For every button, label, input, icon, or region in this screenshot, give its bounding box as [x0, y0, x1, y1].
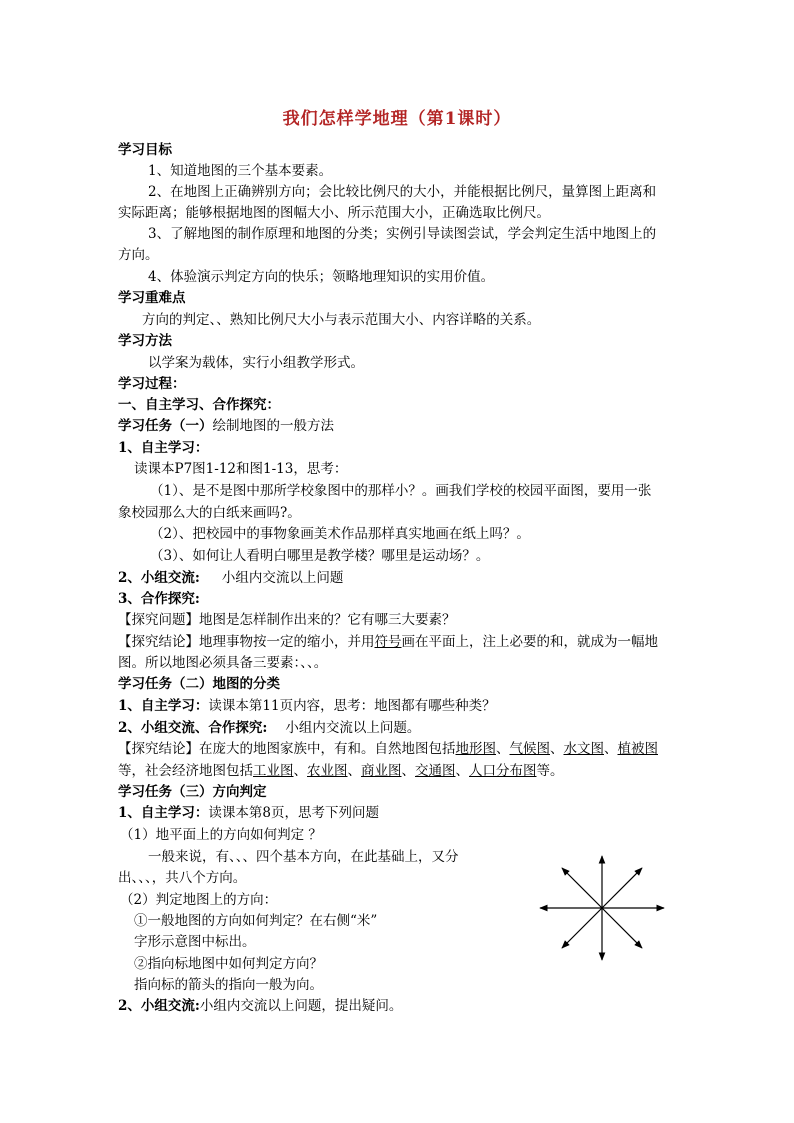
- task1-step2-label: 2、小组交流:: [118, 570, 200, 586]
- task2-j-b: 等，社会经济地图包括: [118, 763, 253, 779]
- task2-conclusion: [118, 739, 658, 759]
- sep-1: 、: [496, 741, 510, 757]
- task3-step2-label: 2、小组交流:: [118, 998, 200, 1014]
- jielun-label: 【探究结论】: [118, 634, 199, 650]
- jielun-a2: 画在平面上，注上必要的和，就成为一幅地: [401, 634, 658, 650]
- task3-q2: （2）判定地图上的方向：: [120, 892, 278, 908]
- task3-q2a2: 字形示意图中标出。: [134, 934, 256, 950]
- task3-q1: （1）地平面上的方向如何判定 ？: [120, 827, 322, 843]
- sep-4: 、: [293, 763, 307, 779]
- task1-step1: 1、自主学习：: [118, 440, 209, 456]
- difficulty-heading: 学习重难点: [118, 290, 186, 306]
- map-type-hydrology: 水文图: [563, 741, 604, 757]
- map-type-climate: 气候图: [509, 741, 550, 757]
- task1-conclusion-b: 图。所以地图必须具备三要素：、、。: [118, 655, 328, 671]
- task1-q2: （2）、把校园中的事物象画美术作品那样真实地画在纸上吗？。: [150, 526, 530, 542]
- task3-heading: 学习任务（三）方向判定: [118, 784, 267, 800]
- task2-j-end: 等。: [536, 763, 564, 779]
- sep-3: 、: [604, 741, 618, 757]
- task2-step1-text: 读课本第11页内容，思考：地图都有哪些种类？: [208, 698, 496, 714]
- goal-4: 4、体验演示判定方向的快乐；领略地理知识的实用价值。: [148, 269, 495, 285]
- task1-q3: （3）、如何让人看明白哪里是教学楼？哪里是运动场？。: [150, 548, 490, 564]
- task3-step1-text: 读课本第8页，思考下列问题: [208, 805, 379, 821]
- task2-conclusion-b: [118, 761, 564, 781]
- map-type-population: 人口分布图: [469, 763, 537, 779]
- goal-1: 1、知道地图的三个基本要素。: [148, 163, 333, 179]
- goal-3b: 方向。: [118, 247, 159, 263]
- wenti-label: 【探究问题】: [118, 612, 199, 628]
- jielun-underlined: 符号: [374, 634, 402, 650]
- map-type-landform: 地形图: [455, 741, 496, 757]
- compass-arrow-southwest: [562, 908, 602, 948]
- task2-heading: 学习任务（二）地图的分类: [118, 676, 280, 692]
- map-type-industry: 工业图: [253, 763, 294, 779]
- task1-step2: [118, 568, 343, 588]
- task2-step2-label: 2、小组交流、合作探究:: [118, 720, 268, 736]
- task3-q2a1: ①一般地图的方向如何判定？在右侧“米”: [134, 913, 378, 929]
- eight-direction-compass-diagram: [538, 853, 666, 963]
- task3-step1-label: 1、自主学习：: [118, 805, 209, 821]
- method-text: 以学案为载体，实行小组教学形式。: [148, 355, 364, 371]
- compass-arrow-southeast: [602, 908, 642, 948]
- method-heading: 学习方法: [118, 333, 172, 349]
- task1-q1a: （1）、是不是图中那所学校象图中的那样小？。画我们学校的校园平面图，要用一张: [150, 483, 652, 499]
- wenti-text: 地图是怎样制作出来的？它有哪三大要素？: [199, 612, 456, 628]
- part1-heading: 一、自主学习、合作探究：: [118, 397, 280, 413]
- sep-7: 、: [455, 763, 469, 779]
- sep-5: 、: [347, 763, 361, 779]
- task3-step2: [118, 996, 402, 1016]
- sep-6: 、: [401, 763, 415, 779]
- task3-step2-text: 小组内交流以上问题，提出疑问。: [199, 998, 403, 1014]
- task1-label: 学习任务（一）: [118, 418, 213, 434]
- task3-q1b: 出、、、，共八个方向。: [118, 870, 247, 886]
- task1-title: 绘制地图的一般方法: [212, 418, 334, 434]
- map-type-transport: 交通图: [415, 763, 456, 779]
- task2-step2: [118, 718, 420, 738]
- compass-arrow-northeast: [602, 868, 642, 908]
- goal-3a: 3、了解地图的制作原理和地图的分类；实例引导读图尝试，学会判定生活中地图上的: [148, 226, 657, 242]
- task2-step1: [118, 696, 496, 716]
- goals-heading: 学习目标: [118, 142, 172, 158]
- task1-step3: 3、合作探究:: [118, 591, 200, 607]
- task3-q2c: 指向标的箭头的指向一般为向。: [134, 977, 323, 993]
- map-type-vegetation: 植被图: [617, 741, 658, 757]
- task1-heading: [118, 416, 334, 436]
- goal-2a: 2、在地图上正确辨别方向；会比较比例尺的大小，并能根据比例尺，量算图上距离和: [148, 184, 657, 200]
- task1-q1b: 象校园那么大的白纸来画吗?。: [118, 505, 301, 521]
- goal-2b: 实际距离；能够根据地图的图幅大小、所示范围大小，正确选取比例尺。: [118, 205, 550, 221]
- task1-read: 读课本P7图1-12和图1-13，思考：: [134, 461, 348, 477]
- map-type-commerce: 商业图: [361, 763, 402, 779]
- difficulty-text: 方向的判定、、熟知比例尺大小与表示范围大小、内容详略的关系。: [142, 312, 541, 328]
- sep-2: 、: [550, 741, 564, 757]
- page-title: 我们怎样学地理（第1课时）: [282, 109, 512, 129]
- task2-j-a: 在庞大的地图家族中，有和。自然地图包括: [199, 741, 456, 757]
- task2-step2-text: 小组内交流以上问题。: [285, 720, 421, 736]
- task1-question: [118, 610, 456, 630]
- jielun-a1: 地理事物按一定的缩小，并用: [199, 634, 375, 650]
- task3-q2b: ②指向标地图中如何判定方向？: [134, 956, 323, 972]
- task3-step1: [118, 803, 379, 823]
- task3-q1a: 一般来说，有、、、四个基本方向，在此基础上，又分: [148, 849, 459, 865]
- task2-step1-label: 1、自主学习：: [118, 698, 209, 714]
- compass-arrow-northwest: [562, 868, 602, 908]
- process-heading: 学习过程：: [118, 376, 186, 392]
- task1-conclusion: [118, 632, 658, 652]
- task2-jielun-label: 【探究结论】: [118, 741, 199, 757]
- map-type-agriculture: 农业图: [307, 763, 348, 779]
- task1-step2-text: 小组内交流以上问题: [221, 570, 344, 586]
